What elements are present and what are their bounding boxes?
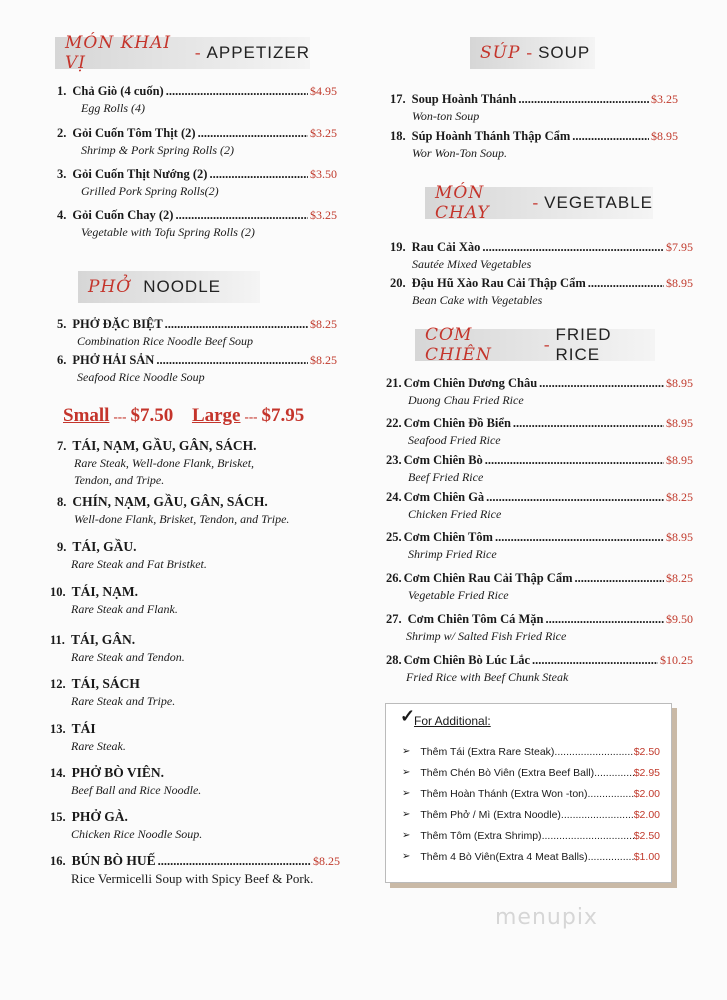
item-description: Shrimp Fried Rice	[408, 547, 497, 561]
item-description: Vegetable Fried Rice	[408, 588, 509, 602]
small-price: $7.50	[130, 405, 174, 426]
additional-price: $2.00	[633, 788, 660, 800]
item-name: Cơm Chiên Dương Châu	[403, 376, 538, 390]
item-description: Wor Won-Ton Soup.	[412, 146, 508, 160]
item-price: $8.95	[666, 530, 693, 544]
leader-dots	[588, 275, 664, 292]
item-number: 11.	[50, 633, 65, 647]
arrow-bullet-icon: ➢	[402, 746, 411, 757]
menu-item	[50, 720, 330, 755]
leader-dots	[486, 489, 664, 506]
leader-dots	[198, 125, 308, 142]
item-number: 21.	[386, 376, 402, 390]
item-number: 7.	[57, 439, 67, 453]
item-name: Gỏi Cuốn Chay (2)	[72, 208, 174, 222]
item-price: $10.25	[660, 653, 693, 667]
item-name: TÁI, SÁCH	[71, 676, 140, 691]
item-number: 27.	[386, 612, 402, 626]
menu-item	[390, 239, 693, 273]
leader-dots	[485, 452, 664, 469]
item-price: $8.25	[313, 854, 340, 868]
arrow-bullet-icon: ➢	[402, 767, 411, 778]
item-description: Sautée Mixed Vegetables	[412, 257, 532, 271]
friedrice-eng-title: FRIED RICE	[555, 325, 612, 364]
additional-item	[402, 851, 660, 863]
item-number: 1.	[57, 84, 67, 98]
vegetable-viet-title: MÓN CHAY	[435, 183, 490, 223]
vegetable-eng-title: VEGETABLE	[544, 193, 653, 212]
leader-dots	[588, 788, 634, 800]
leader-dots	[209, 166, 308, 183]
item-description: Combination Rice Noodle Beef Soup	[77, 334, 253, 348]
additional-item	[402, 746, 660, 758]
item-name: Chả Giò (4 cuốn)	[72, 84, 164, 98]
item-number: 2.	[57, 126, 67, 140]
leader-dots	[561, 809, 634, 821]
item-number: 26.	[386, 571, 402, 585]
menu-item	[386, 489, 693, 523]
item-price: $8.25	[310, 317, 337, 331]
additional-price: $2.50	[633, 746, 660, 758]
item-number: 15.	[50, 810, 66, 824]
vegetable-header	[425, 183, 653, 223]
item-number: 20.	[390, 276, 406, 290]
small-label: Small	[63, 405, 110, 426]
menu-item	[386, 415, 693, 449]
leader-dots	[482, 239, 664, 256]
appetizer-viet-title: MÓN KHAI VỊ	[65, 33, 172, 73]
item-price: $8.95	[666, 376, 693, 390]
additional-item	[402, 788, 660, 800]
large-label: Large	[191, 405, 241, 426]
item-name: Gỏi Cuốn Tôm Thịt (2)	[72, 126, 196, 140]
item-name: TÁI, GẦU.	[72, 539, 137, 554]
item-name: TÁI, GÂN.	[70, 632, 136, 647]
leader-dots	[554, 746, 633, 758]
menu-item	[57, 207, 337, 241]
item-description: Seafood Fried Rice	[408, 433, 501, 447]
menupix-watermark: menupix	[495, 905, 598, 930]
menu-item	[390, 91, 678, 125]
size-pricing	[63, 405, 304, 427]
item-name: TÁI	[71, 721, 96, 736]
soup-header	[470, 37, 595, 69]
item-number: 6.	[57, 353, 67, 367]
leader-dots	[518, 91, 649, 108]
item-description: Vegetable with Tofu Spring Rolls (2)	[81, 225, 255, 239]
item-number: 19.	[390, 240, 406, 254]
item-name: Cơm Chiên Bò Lúc Lắc	[403, 653, 530, 667]
leader-dots	[594, 767, 634, 779]
appetizer-eng-title: APPETIZER	[206, 43, 310, 62]
item-description: Duong Chau Fried Rice	[408, 393, 524, 407]
menu-item	[57, 316, 337, 350]
menu-item	[50, 583, 330, 618]
additional-label: Thêm 4 Bò Viên(Extra 4 Meat Balls)	[420, 851, 588, 863]
item-number: 23.	[386, 453, 402, 467]
item-description: Seafood Rice Noodle Soup	[77, 370, 205, 384]
item-description: Beef Ball and Rice Noodle.	[71, 783, 202, 797]
item-number: 4.	[57, 208, 67, 222]
menu-item	[50, 764, 330, 799]
item-price: $8.25	[666, 490, 693, 504]
friedrice-viet-title: CƠM CHIÊN	[425, 325, 492, 365]
additional-price: $2.95	[633, 767, 660, 779]
menu-item	[386, 652, 693, 686]
leader-dots	[532, 652, 658, 669]
friedrice-header	[415, 325, 655, 365]
item-price: $3.25	[310, 208, 337, 222]
noodle-viet-title: PHỞ	[88, 277, 132, 297]
item-name: PHỞ ĐẶC BIỆT	[72, 317, 163, 331]
item-description: Bean Cake with Vegetables	[412, 293, 543, 307]
item-description: Fried Rice with Beef Chunk Steak	[406, 670, 569, 684]
item-number: 8.	[57, 495, 67, 509]
vegetable-dash: -	[532, 193, 539, 212]
soup-viet-title: SÚP	[480, 43, 521, 63]
menu-item	[57, 83, 337, 117]
item-description: Well-done Flank, Brisket, Tendon, and Tripe.	[74, 512, 290, 526]
item-name: Đậu Hũ Xào Rau Cải Thập Cẩm	[411, 276, 586, 290]
additional-price: $2.00	[633, 809, 660, 821]
arrow-bullet-icon: ➢	[402, 788, 411, 799]
menu-item	[386, 529, 693, 563]
menu-item	[390, 275, 693, 309]
item-name: Cơm Chiên Tôm Cá Mặn	[407, 612, 544, 626]
item-description: Shrimp w/ Salted Fish Fried Rice	[406, 629, 567, 643]
menu-item	[386, 375, 693, 409]
item-name: CHÍN, NẠM, GẦU, GÂN, SÁCH.	[72, 494, 268, 509]
additional-label: Thêm Tái (Extra Rare Steak)	[420, 746, 555, 758]
item-name: Gỏi Cuốn Thịt Nướng (2)	[72, 167, 208, 181]
item-name: Soup Hoành Thánh	[411, 92, 517, 106]
additional-item	[402, 809, 660, 821]
item-description: Rare Steak and Tendon.	[71, 650, 185, 664]
item-description: Rare Steak and Tripe.	[71, 694, 176, 708]
noodle-eng-title: NOODLE	[143, 277, 221, 296]
menu-item	[386, 570, 693, 604]
leader-dots	[165, 316, 308, 333]
arrow-bullet-icon: ➢	[402, 830, 411, 841]
menu-item	[50, 808, 330, 843]
menu-item	[57, 437, 347, 489]
leader-dots	[166, 83, 308, 100]
item-price: $3.50	[310, 167, 337, 181]
menu-item	[57, 166, 337, 200]
size-separator: ---	[244, 409, 258, 424]
menu-item	[57, 352, 337, 386]
item-name: TÁI, NẠM.	[71, 584, 138, 599]
item-number: 13.	[50, 722, 66, 736]
item-name: PHỞ HẢI SẢN	[72, 353, 155, 367]
item-description: Grilled Pork Spring Rolls(2)	[81, 184, 219, 198]
item-number: 18.	[390, 129, 406, 143]
menu-item	[50, 631, 330, 666]
additional-price: $2.50	[633, 830, 660, 842]
large-price: $7.95	[261, 405, 305, 426]
item-number: 5.	[57, 317, 67, 331]
leader-dots	[546, 611, 665, 628]
item-description: Rare Steak.	[71, 739, 126, 753]
item-name: Cơm Chiên Tôm	[403, 530, 493, 544]
item-number: 24.	[386, 490, 402, 504]
item-name: PHỞ GÀ.	[71, 809, 128, 824]
item-description: Rare Steak and Fat Bristket.	[71, 557, 207, 571]
leader-dots	[539, 375, 664, 392]
item-name: Cơm Chiên Bò	[403, 453, 483, 467]
item-price: $8.95	[666, 276, 693, 290]
checkmark-icon: ✓	[400, 706, 416, 726]
menu-item	[386, 611, 693, 645]
soup-eng-title: SOUP	[538, 43, 591, 62]
item-description: Egg Rolls (4)	[81, 101, 145, 115]
leader-dots	[542, 830, 634, 842]
appetizer-header	[55, 33, 310, 73]
item-price: $4.95	[310, 84, 337, 98]
item-price: $3.25	[651, 92, 678, 106]
item-name: Súp Hoành Thánh Thập Cẩm	[411, 129, 571, 143]
item-number: 12.	[50, 677, 66, 691]
item-number: 25.	[386, 530, 402, 544]
item-description-cont: Tendon, and Tripe.	[74, 473, 165, 487]
item-description: Rice Vermicelli Soup with Spicy Beef & Pork.	[71, 871, 314, 886]
menu-item	[50, 852, 340, 887]
additional-label: Thêm Tôm (Extra Shrimp)	[420, 830, 542, 842]
item-description: Chicken Rice Noodle Soup.	[71, 827, 203, 841]
leader-dots	[588, 851, 634, 863]
item-price: $8.95	[666, 453, 693, 467]
size-separator: ---	[113, 409, 127, 424]
menu-item	[57, 493, 357, 528]
item-number: 17.	[390, 92, 406, 106]
item-name: Rau Cải Xào	[411, 240, 481, 254]
additional-label: Thêm Chén Bò Viên (Extra Beef Ball)	[420, 767, 595, 779]
additional-label: Thêm Hoàn Thánh (Extra Won -ton)	[420, 788, 588, 800]
item-price: $8.25	[666, 571, 693, 585]
menu-item	[50, 675, 330, 710]
appetizer-dash: -	[194, 43, 201, 62]
item-name: Cơm Chiên Đồ Biển	[403, 416, 511, 430]
item-description: Won-ton Soup	[412, 109, 480, 123]
item-number: 22.	[386, 416, 402, 430]
item-price: $8.95	[666, 416, 693, 430]
leader-dots	[495, 529, 664, 546]
item-price: $9.50	[666, 612, 693, 626]
soup-dash: -	[526, 43, 533, 62]
leader-dots	[513, 415, 664, 432]
item-name: BÚN BÒ HUẾ	[71, 853, 156, 868]
item-number: 9.	[57, 540, 67, 554]
item-price: $3.25	[310, 126, 337, 140]
friedrice-dash: -	[543, 335, 550, 354]
additional-item	[402, 767, 660, 779]
leader-dots	[572, 128, 649, 145]
item-number: 3.	[57, 167, 67, 181]
item-number: 10.	[50, 585, 66, 599]
item-description: Chicken Fried Rice	[408, 507, 502, 521]
leader-dots	[575, 570, 665, 587]
additional-price: $1.00	[633, 851, 660, 863]
item-name: PHỞ BÒ VIÊN.	[71, 765, 165, 780]
item-number: 14.	[50, 766, 66, 780]
item-price: $8.25	[310, 353, 337, 367]
item-description: Rare Steak and Flank.	[71, 602, 178, 616]
noodle-header	[78, 271, 260, 303]
menu-item	[390, 128, 678, 162]
menu-item	[57, 125, 337, 159]
leader-dots	[156, 352, 308, 369]
additional-label: Thêm Phở / Mì (Extra Noodle)	[420, 809, 561, 821]
item-name: Cơm Chiên Rau Cải Thập Cẩm	[403, 571, 573, 585]
arrow-bullet-icon: ➢	[402, 851, 411, 862]
item-price: $7.95	[666, 240, 693, 254]
item-price: $8.95	[651, 129, 678, 143]
item-description: Beef Fried Rice	[408, 470, 484, 484]
leader-dots	[175, 207, 308, 224]
additional-title: For Additional:	[414, 714, 491, 728]
leader-dots	[158, 853, 311, 870]
menu-item	[386, 452, 693, 486]
menu-item	[57, 538, 337, 573]
item-description: Shrimp & Pork Spring Rolls (2)	[81, 143, 234, 157]
item-number: 28.	[386, 653, 402, 667]
item-description: Rare Steak, Well-done Flank, Brisket,	[74, 456, 255, 470]
additional-item	[402, 830, 660, 842]
item-name: Cơm Chiên Gà	[403, 490, 485, 504]
item-number: 16.	[50, 854, 66, 868]
additional-options-box	[385, 703, 672, 883]
arrow-bullet-icon: ➢	[402, 809, 411, 820]
item-name: TÁI, NẠM, GẦU, GÂN, SÁCH.	[72, 438, 257, 453]
